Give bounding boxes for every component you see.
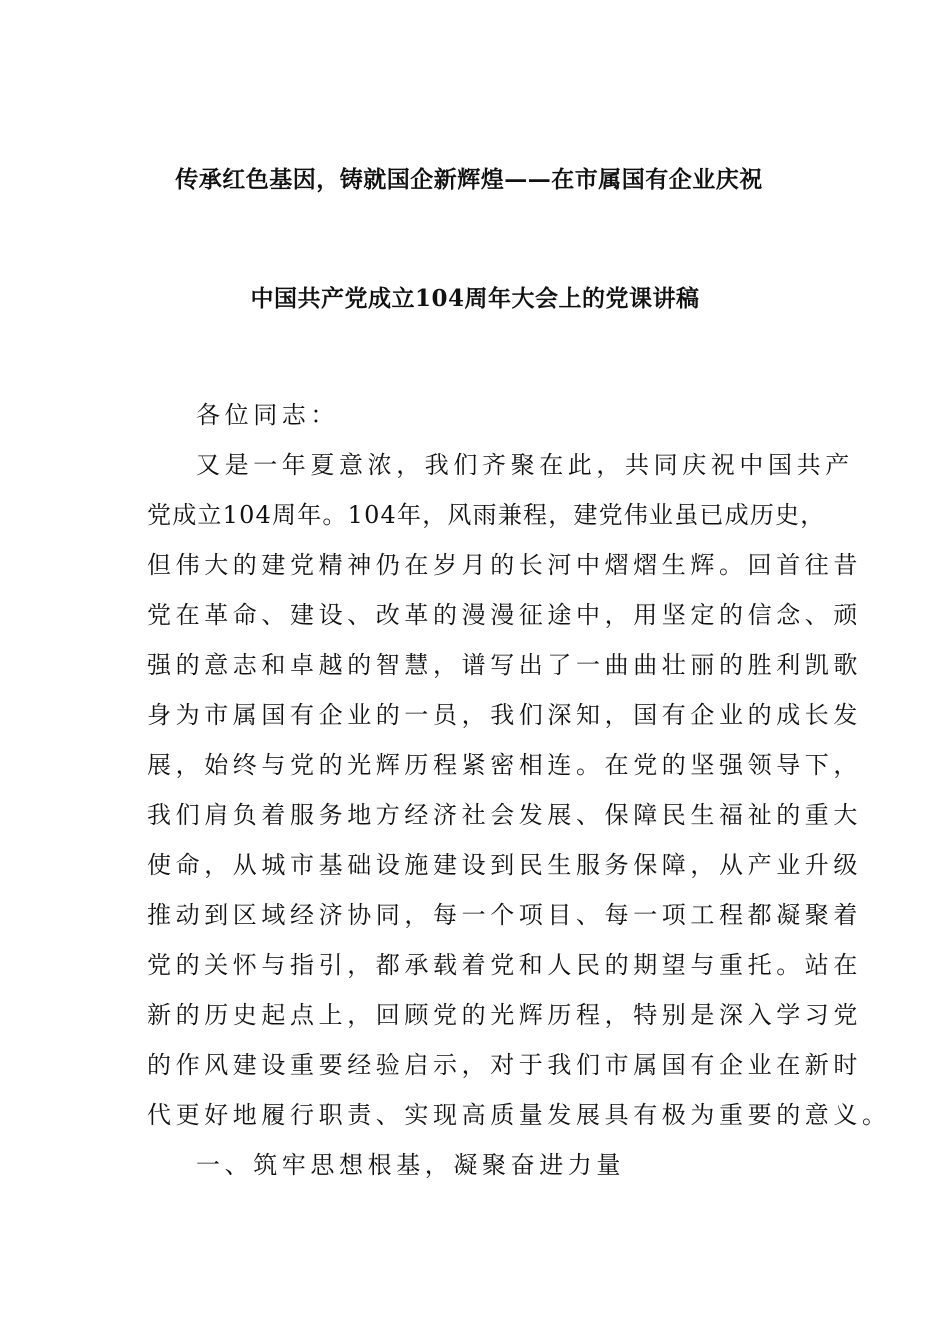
body-line-5: 强的意志和卓越的智慧，谱写出了一曲曲壮丽的胜利凯歌 (147, 651, 862, 679)
body-line-6: 身为市属国有企业的一员，我们深知，国有企业的成长发 (147, 701, 862, 729)
body-line-7: 展，始终与党的光辉历程紧密相连。在党的坚强领导下， (147, 751, 862, 779)
body-line-2: 党成立104周年。104年，风雨兼程，建党伟业虽已成历史， (147, 501, 826, 529)
body-line-1: 又是一年夏意浓，我们齐聚在此，共同庆祝中国共产 (196, 451, 854, 479)
body-line-12: 新的历史起点上，回顾党的光辉历程，特别是深入学习党 (147, 1001, 862, 1029)
body-line-9: 使命，从城市基础设施建设到民生服务保障，从产业升级 (147, 851, 862, 879)
body-line-8: 我们肩负着服务地方经济社会发展、保障民生福祉的重大 (147, 801, 862, 829)
salutation: 各位同志： (196, 401, 339, 429)
body-line-3: 但伟大的建党精神仍在岁月的长河中熠熠生辉。回首往昔 (147, 551, 862, 579)
document-title-line-1: 传承红色基因，铸就国企新辉煌——在市属国有企业庆祝 (175, 166, 763, 193)
section-heading: 一、筑牢思想根基，凝聚奋进力量 (196, 1151, 625, 1179)
body-line-14: 代更好地履行职责、实现高质量发展具有极为重要的意义。 (147, 1101, 891, 1129)
body-line-11: 党的关怀与指引，都承载着党和人民的期望与重托。站在 (147, 951, 862, 979)
body-line-4: 党在革命、建设、改革的漫漫征途中，用坚定的信念、顽 (147, 601, 862, 629)
body-line-10: 推动到区域经济协同，每一个项目、每一项工程都凝聚着 (147, 901, 862, 929)
document-title-line-2: 中国共产党成立104周年大会上的党课讲稿 (250, 285, 700, 312)
body-line-13: 的作风建设重要经验启示，对于我们市属国有企业在新时 (147, 1051, 862, 1079)
